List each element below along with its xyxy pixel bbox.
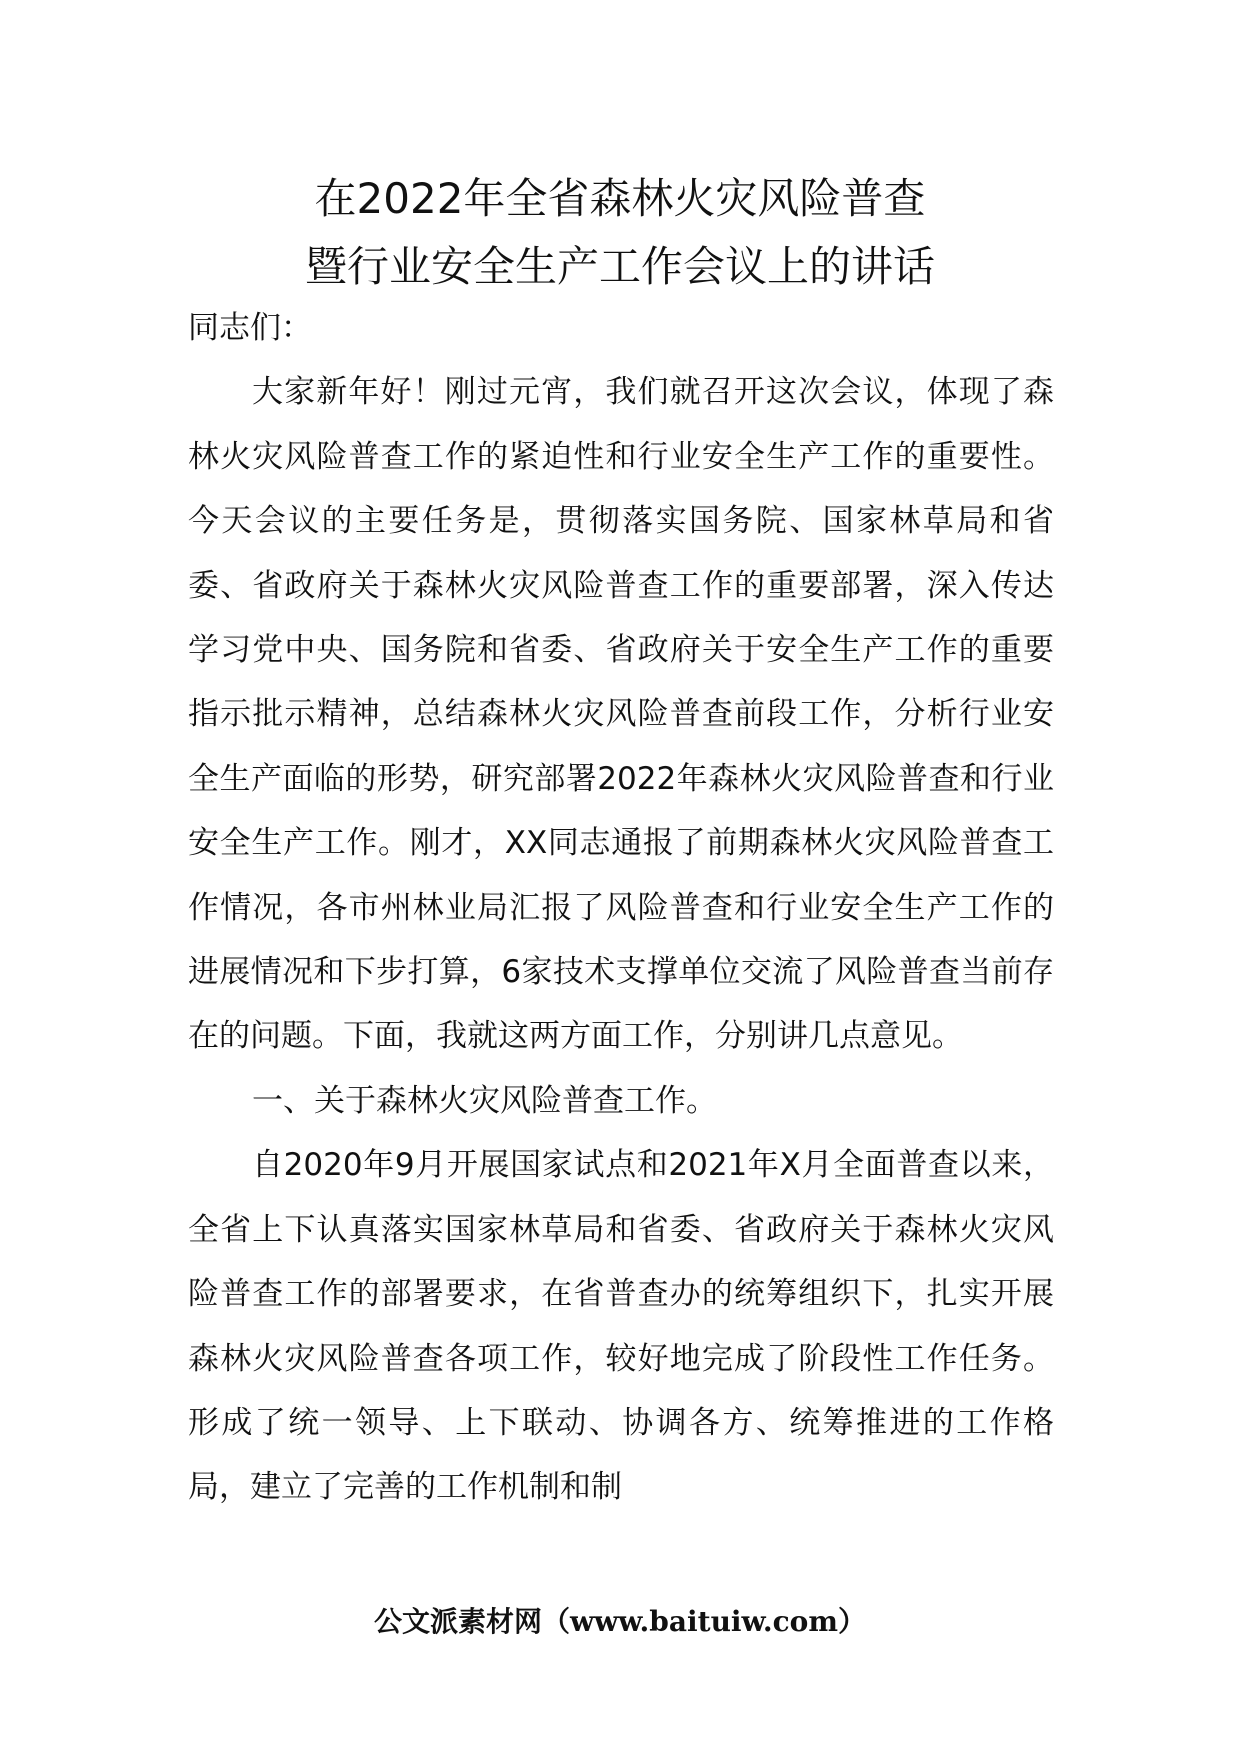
title-line-1: 在2022年全省森林火灾风险普查 (314, 174, 926, 223)
footer-watermark: 公文派素材网（www.baituiw.com） (374, 1605, 866, 1638)
document-body (188, 296, 1054, 1520)
document-title (0, 165, 1240, 301)
salutation: 同志们： (188, 310, 312, 346)
paragraph-opening: 大家新年好！刚过元宵，我们就召开这次会议，体现了森林火灾风险普查工作的紧迫性和行业安全生产工作的重要性。今天会议的主要任务是，贯彻落实国务院、国家林草局和省委、省政府关于森林火灾风险普查工作的重要部署，深入传达学习党中央、国务院和省委、省政府关于安全生产工作的重要指示批示精神，总结森林火灾风险普查前段工作，分析行业安全生产面临的形势，研究部署2022年森林火灾风险普查和行业安全生产工作。刚才，XX同志通报了前期森林火灾风险普查工作情况，各市州林业局汇报了风险普查和行业安全生产工作的进展情况和下步打算，6家技术支撑单位交流了风险普查当前存在的问题。下面，我就这两方面工作，分别讲几点意见。 (188, 374, 1054, 1055)
paragraph-section-1: 自2020年9月开展国家试点和2021年X月全面普查以来，全省上下认真落实国家林草局和省委、省政府关于森林火灾风险普查工作的部署要求，在省普查办的统筹组织下，扎实开展森林火灾风险普查各项工作，较好地完成了阶段性工作任务。形成了统一领导、上下联动、协调各方、统筹推进的工作格局，建立了完善的工作机制和制 (188, 1147, 1054, 1506)
section-heading-1: 一、关于森林火灾风险普查工作。 (252, 1082, 717, 1119)
title-line-2: 暨行业安全生产工作会议上的讲话 (304, 242, 935, 291)
